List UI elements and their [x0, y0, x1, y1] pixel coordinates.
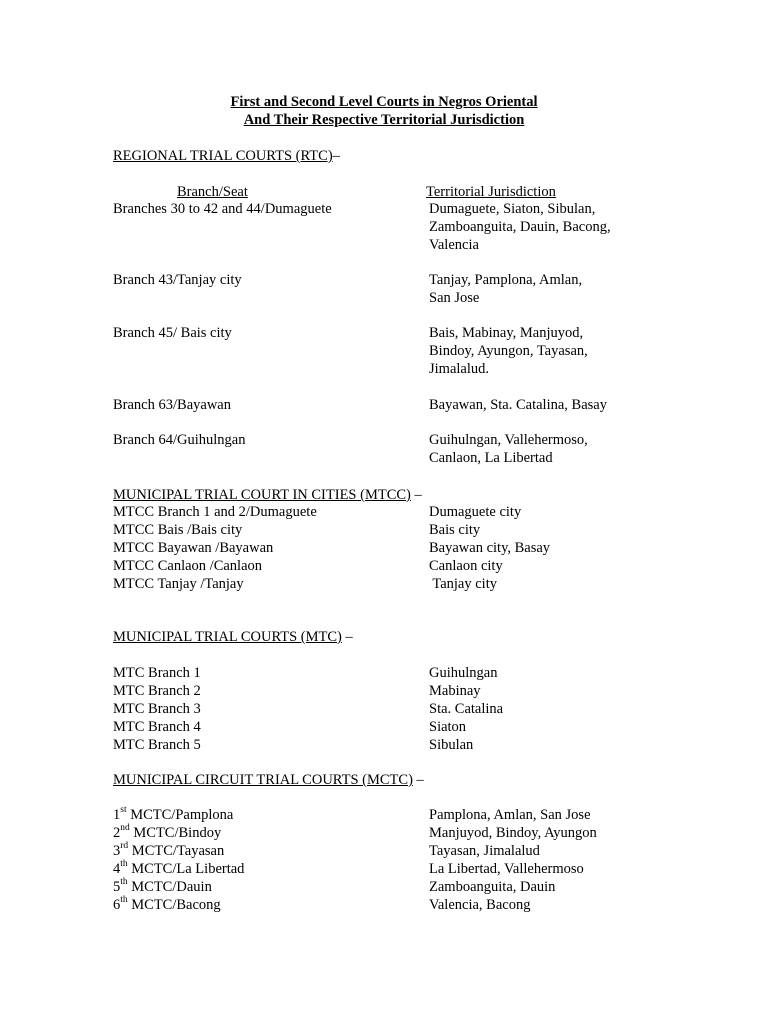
rtc-jurisdiction-line: Dumaguete, Siaton, Sibulan, — [429, 201, 596, 217]
mtc-jurisdiction: Sibulan — [429, 737, 474, 753]
rtc-branch-seat: Branches 30 to 42 and 44/Dumaguete — [113, 201, 332, 217]
mctc-branch-name: MCTC/Pamplona — [126, 807, 234, 823]
mctc-number: 1 — [113, 807, 121, 823]
mtcc-heading-dash: – — [410, 487, 422, 503]
rtc-branch-seat: Branch 45/ Bais city — [113, 325, 232, 341]
rtc-branch-seat: Branch 63/Bayawan — [113, 397, 231, 413]
rtc-heading-text: REGIONAL TRIAL COURTS (RTC) — [113, 148, 333, 164]
rtc-branch-seat: Branch 64/Guihulngan — [113, 432, 246, 448]
mctc-heading-dash: – — [412, 772, 424, 788]
mtcc-branch-seat: MTCC Tanjay /Tanjay — [113, 576, 244, 592]
mctc-jurisdiction: La Libertad, Vallehermoso — [429, 861, 584, 877]
mtcc-jurisdiction: Bais city — [429, 522, 481, 538]
rtc-jurisdiction-line: Bais, Mabinay, Manjuyod, — [429, 325, 584, 341]
mtc-heading-dash: – — [341, 629, 353, 645]
mtc-branch-seat: MTC Branch 3 — [113, 701, 201, 717]
mtcc-jurisdiction: Tanjay city — [429, 576, 497, 592]
mctc-branch-name: MCTC/Dauin — [127, 879, 212, 895]
mctc-branch-seat — [113, 878, 212, 896]
mctc-ordinal-suffix: th — [120, 895, 128, 906]
rtc-jurisdiction-line: Valencia — [429, 237, 479, 253]
mtcc-branch-seat: MTCC Branch 1 and 2/Dumaguete — [113, 504, 317, 520]
rtc-jurisdiction — [429, 431, 659, 467]
rtc-jurisdiction-line: San Jose — [429, 290, 480, 306]
mtcc-jurisdiction: Bayawan city, Basay — [429, 540, 551, 556]
mctc-jurisdiction: Pamplona, Amlan, San Jose — [429, 807, 591, 823]
mctc-ordinal-suffix: rd — [120, 841, 129, 852]
document-title-line2: And Their Respective Territorial Jurisdiction — [243, 112, 525, 128]
mtc-jurisdiction: Guihulngan — [429, 665, 498, 681]
rtc-jurisdiction-line: Bindoy, Ayungon, Tayasan, — [429, 343, 588, 359]
mctc-number: 5 — [113, 879, 121, 895]
mtcc-branch-seat: MTCC Bayawan /Bayawan — [113, 540, 274, 556]
mtcc-jurisdiction: Dumaguete city — [429, 504, 522, 520]
mctc-ordinal-suffix: nd — [120, 823, 130, 834]
mctc-branch-name: MCTC/Bacong — [127, 897, 221, 913]
mtc-branch-seat: MTC Branch 1 — [113, 665, 201, 681]
mctc-jurisdiction: Manjuyod, Bindoy, Ayungon — [429, 825, 597, 841]
mctc-branch-seat — [113, 860, 244, 878]
mctc-branch-seat — [113, 842, 224, 860]
mtcc-jurisdiction: Canlaon city — [429, 558, 503, 574]
mctc-jurisdiction: Tayasan, Jimalalud — [429, 843, 540, 859]
rtc-jurisdiction-line: Guihulngan, Vallehermoso, — [429, 432, 588, 448]
mtc-heading-text: MUNICIPAL TRIAL COURTS (MTC) — [113, 629, 342, 645]
mtc-branch-seat: MTC Branch 5 — [113, 737, 201, 753]
rtc-jurisdiction-line: Bayawan, Sta. Catalina, Basay — [429, 397, 607, 413]
mctc-branch-name: MCTC/La Libertad — [127, 861, 245, 877]
mtc-jurisdiction: Sta. Catalina — [429, 701, 504, 717]
rtc-jurisdiction — [429, 324, 659, 378]
mctc-number: 3 — [113, 843, 121, 859]
mctc-jurisdiction: Valencia, Bacong — [429, 897, 531, 913]
rtc-col-branch-header: Branch/Seat — [177, 184, 248, 200]
mtc-jurisdiction: Siaton — [429, 719, 467, 735]
rtc-jurisdiction — [429, 200, 659, 254]
rtc-jurisdiction-line: Tanjay, Pamplona, Amlan, — [429, 272, 583, 288]
mtc-jurisdiction: Mabinay — [429, 683, 481, 699]
mctc-branch-seat — [113, 896, 221, 914]
mctc-ordinal-suffix: th — [120, 859, 128, 870]
mctc-number: 4 — [113, 861, 121, 877]
mtcc-heading — [113, 486, 422, 504]
mtc-heading — [113, 628, 353, 646]
mtc-branch-seat: MTC Branch 2 — [113, 683, 201, 699]
mtc-branch-seat: MTC Branch 4 — [113, 719, 201, 735]
mctc-heading-text: MUNICIPAL CIRCUIT TRIAL COURTS (MCTC) — [113, 772, 413, 788]
mtcc-branch-seat: MTCC Canlaon /Canlaon — [113, 558, 263, 574]
mctc-branch-seat — [113, 824, 221, 842]
mctc-number: 6 — [113, 897, 121, 913]
mctc-jurisdiction: Zamboanguita, Dauin — [429, 879, 556, 895]
rtc-jurisdiction — [429, 396, 659, 414]
mtcc-heading-text: MUNICIPAL TRIAL COURT IN CITIES (MTCC) — [113, 487, 411, 503]
rtc-jurisdiction — [429, 271, 659, 307]
mctc-branch-seat — [113, 806, 233, 824]
mctc-number: 2 — [113, 825, 121, 841]
rtc-heading — [113, 147, 340, 165]
rtc-branch-seat: Branch 43/Tanjay city — [113, 272, 242, 288]
mctc-ordinal-suffix: st — [120, 805, 127, 816]
mtcc-branch-seat: MTCC Bais /Bais city — [113, 522, 243, 538]
mctc-ordinal-suffix: th — [120, 877, 128, 888]
rtc-jurisdiction-line: Canlaon, La Libertad — [429, 450, 553, 466]
rtc-heading-dash: – — [332, 148, 340, 164]
mctc-branch-name: MCTC/Tayasan — [128, 843, 225, 859]
mctc-heading — [113, 771, 424, 789]
mctc-branch-name: MCTC/Bindoy — [129, 825, 222, 841]
rtc-jurisdiction-line: Jimalalud. — [429, 361, 490, 377]
rtc-jurisdiction-line: Zamboanguita, Dauin, Bacong, — [429, 219, 611, 235]
rtc-col-jurisdiction-header: Territorial Jurisdiction — [426, 184, 556, 200]
document-title-line1: First and Second Level Courts in Negros Oriental — [230, 94, 538, 110]
